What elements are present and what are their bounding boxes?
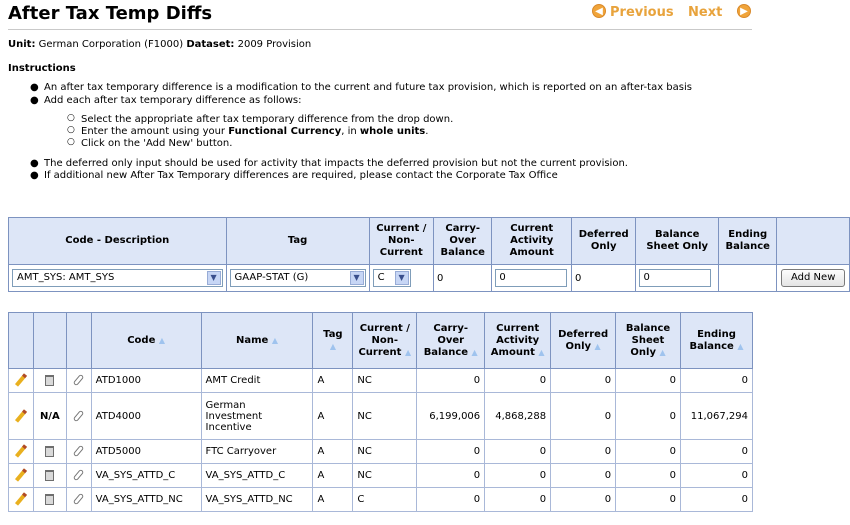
row-current: C [353,488,417,512]
trash-icon[interactable] [45,470,54,481]
row-balance-sheet: 0 [616,440,681,464]
dataset-value: 2009 Provision [237,39,312,50]
row-current: NC [353,440,417,464]
sort-icon: ▲ [404,347,412,357]
entry-action-cell [777,265,850,292]
row-name: VA_SYS_ATTD_C [201,464,313,488]
delete-cell[interactable] [33,440,66,464]
instruction-bullet-3: ● The deferred only input should be used for activity that impacts the deferred provision but not the current provision. [30,158,628,169]
instruction-bullet-2: ● Add each after tax temporary difference as follows: [30,95,302,106]
instruction-sub-3: ○ Click on the 'Add New' button. [67,137,233,149]
pencil-icon[interactable] [15,409,27,422]
previous-label[interactable]: Previous [610,5,674,20]
entry-current-cell [369,265,433,292]
instruction-bullet-1: ● An after tax temporary difference is a modification to the current and future tax provision, which is reported on an after-tax basis [30,82,692,93]
instruction-sub-1: ○ Select the appropriate after tax temporary difference from the drop down. [67,113,454,125]
entry-header-tag: Tag [226,218,369,265]
unit-label: Unit: [8,39,36,50]
grid-header-balance-sheet[interactable]: Balance Sheet Only ▲ [616,313,681,369]
paperclip-icon[interactable] [73,409,85,421]
entry-table [8,217,850,292]
grid-header-attach [66,313,91,369]
table-row [9,464,753,488]
entry-header-ending: Ending Balance [719,218,777,265]
edit-cell[interactable] [9,393,34,440]
dataset-label: Dataset: [186,39,235,50]
attach-cell[interactable] [66,393,91,440]
row-activity: 4,868,288 [485,393,551,440]
balance-sheet-only-input[interactable]: 0 [639,269,711,287]
arrow-left-icon[interactable]: ◀ [592,4,606,18]
current-noncurrent-select[interactable]: C ▼ [373,269,411,287]
delete-cell[interactable] [33,488,66,512]
attach-cell[interactable] [66,488,91,512]
row-code: ATD4000 [91,393,201,440]
grid-header-ending[interactable]: Ending Balance ▲ [680,313,752,369]
row-ending: 11,067,294 [680,393,752,440]
row-carry-over: 6,199,006 [417,393,485,440]
delete-cell[interactable] [33,464,66,488]
grid-header-tag[interactable]: Tag ▲ [313,313,353,369]
grid-header-delete [33,313,66,369]
edit-cell[interactable] [9,369,34,393]
entry-balance-sheet-cell [636,265,719,292]
pencil-icon[interactable] [15,373,27,386]
table-row [9,369,753,393]
entry-carry-over-value: 0 [434,265,492,292]
paperclip-icon[interactable] [73,493,85,505]
row-tag: A [313,369,353,393]
entry-activity-cell [492,265,572,292]
chevron-down-icon[interactable]: ▼ [207,271,221,285]
grid-header-activity[interactable]: Current Activity Amount ▲ [485,313,551,369]
entry-code-cell [9,265,227,292]
entry-header-balance-sheet: Balance Sheet Only [636,218,719,265]
row-code: ATD1000 [91,369,201,393]
row-tag: A [313,488,353,512]
tag-select[interactable]: GAAP-STAT (G) ▼ [230,269,366,287]
entry-header-carry-over: Carry- Over Balance [434,218,492,265]
unit-value: German Corporation (F1000) [38,39,184,50]
entry-header-deferred: Deferred Only [571,218,635,265]
row-name: VA_SYS_ATTD_NC [201,488,313,512]
row-name: German Investment Incentive [201,393,313,440]
next-label[interactable]: Next [688,5,723,20]
pencil-icon[interactable] [15,468,27,481]
row-carry-over: 0 [417,488,485,512]
pencil-icon[interactable] [15,492,27,505]
entry-header-activity: Current Activity Amount [492,218,572,265]
header-divider [8,29,752,30]
grid-header-deferred[interactable]: Deferred Only ▲ [551,313,616,369]
sort-icon: ▲ [271,335,278,345]
row-activity: 0 [485,464,551,488]
chevron-down-icon[interactable]: ▼ [350,271,364,285]
row-name: AMT Credit [201,369,313,393]
row-deferred: 0 [551,488,616,512]
row-activity: 0 [485,369,551,393]
edit-cell[interactable] [9,464,34,488]
instruction-bullet-4: ● If additional new After Tax Temporary differences are required, please contact the Corporate Tax Office [30,170,558,181]
row-ending: 0 [680,440,752,464]
chevron-down-icon[interactable]: ▼ [395,271,409,285]
row-carry-over: 0 [417,464,485,488]
table-row [9,488,753,512]
sort-icon: ▲ [737,341,744,351]
row-ending: 0 [680,464,752,488]
sort-icon: ▲ [329,341,336,351]
page-title: After Tax Temp Diffs [8,3,213,24]
paperclip-icon[interactable] [73,374,85,386]
row-current: NC [353,464,417,488]
row-current: NC [353,393,417,440]
attach-cell[interactable] [66,464,91,488]
table-row [9,440,753,464]
unit-dataset-line [8,39,311,50]
row-name: FTC Carryover [201,440,313,464]
sort-icon: ▲ [538,347,545,357]
edit-cell[interactable] [9,488,34,512]
grid-header-current[interactable]: Current / Non- Current ▲ [353,313,417,369]
row-code: ATD5000 [91,440,201,464]
paperclip-icon[interactable] [73,445,85,457]
grid-header-carry-over[interactable]: Carry- Over Balance ▲ [417,313,485,369]
attach-cell[interactable] [66,369,91,393]
instructions-heading: Instructions [8,63,76,74]
sort-icon: ▲ [594,341,601,351]
row-tag: A [313,464,353,488]
row-activity: 0 [485,440,551,464]
row-carry-over: 0 [417,369,485,393]
row-ending: 0 [680,488,752,512]
row-code: VA_SYS_ATTD_NC [91,488,201,512]
code-description-select[interactable]: AMT_SYS: AMT_SYS ▼ [12,269,223,287]
row-tag: A [313,440,353,464]
delete-cell[interactable] [33,369,66,393]
sort-icon: ▲ [659,347,666,357]
entry-header-action [777,218,850,265]
trash-icon[interactable] [45,494,54,505]
row-carry-over: 0 [417,440,485,464]
row-balance-sheet: 0 [616,369,681,393]
entry-ending-value [719,265,777,292]
row-deferred: 0 [551,464,616,488]
row-deferred: 0 [551,393,616,440]
instruction-sub-2: ○ Enter the amount using your Functional Currency, in whole units. [67,125,429,137]
add-new-button[interactable]: Add New [781,269,845,287]
after-tax-temp-diffs-grid [8,312,753,512]
grid-header-name[interactable]: Name ▲ [201,313,313,369]
entry-header-code-description: Code - Description [9,218,227,265]
row-deferred: 0 [551,440,616,464]
row-balance-sheet: 0 [616,464,681,488]
sort-icon: ▲ [471,347,478,357]
arrow-right-icon[interactable]: ▶ [737,4,751,18]
row-code: VA_SYS_ATTD_C [91,464,201,488]
activity-amount-input[interactable]: 0 [495,269,567,287]
sort-icon: ▲ [158,335,165,345]
entry-deferred-value: 0 [571,265,635,292]
attach-cell[interactable] [66,440,91,464]
row-current: NC [353,369,417,393]
row-tag: A [313,393,353,440]
paperclip-icon[interactable] [73,469,85,481]
trash-icon[interactable] [45,446,54,457]
edit-cell[interactable] [9,440,34,464]
row-activity: 0 [485,488,551,512]
grid-header-edit [9,313,34,369]
trash-icon[interactable] [45,375,54,386]
row-ending: 0 [680,369,752,393]
pencil-icon[interactable] [15,444,27,457]
entry-header-current: Current / Non- Current [369,218,433,265]
table-row [9,393,753,440]
grid-header-code[interactable]: Code ▲ [91,313,201,369]
row-deferred: 0 [551,369,616,393]
delete-not-available: N/A [33,393,66,440]
row-balance-sheet: 0 [616,488,681,512]
row-balance-sheet: 0 [616,393,681,440]
entry-tag-cell [226,265,369,292]
